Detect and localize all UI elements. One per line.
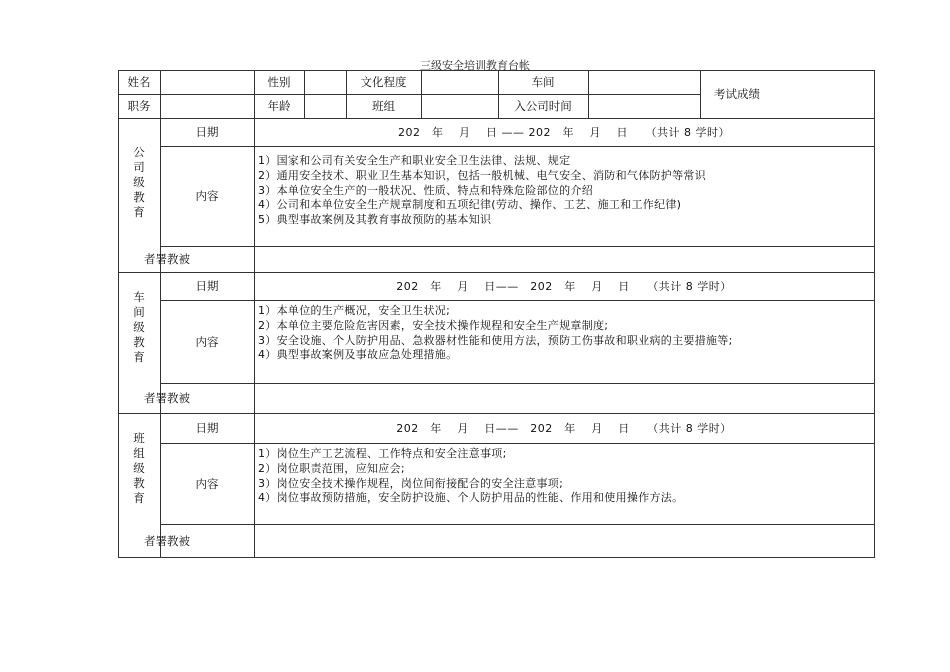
s2-sign-field[interactable] [254, 383, 874, 413]
label-char: 级 [133, 320, 145, 334]
s1-date-label: 日期 [195, 125, 219, 139]
label-char: 组 [133, 446, 145, 460]
field-team[interactable] [421, 94, 498, 118]
label-name: 姓名 [127, 75, 151, 89]
list-item: 4）典型事故案例及事故应急处理措施。 [258, 348, 458, 362]
s3-content-label: 内容 [195, 476, 219, 491]
section-workshop-label [118, 272, 160, 383]
page-title: 三级安全培训教育台帐 [420, 59, 530, 72]
field-education[interactable] [421, 70, 498, 94]
label-gender: 性别 [267, 75, 291, 89]
s2-sign-label: 者署教被 [144, 391, 190, 405]
label-char: 育 [133, 204, 145, 219]
label-position: 职务 [127, 99, 151, 113]
section-team-label [118, 413, 160, 524]
list-item: 1）国家和公司有关安全生产和职业安全卫生法律、法规、规定 [258, 154, 571, 167]
label-age: 年龄 [267, 99, 291, 113]
list-item: 3）安全设施、个人防护用品、急救器材性能和使用方法，预防工伤事故和职业病的主要措施等; [258, 333, 733, 347]
s1-content-list [254, 154, 874, 244]
list-item: 4）公司和本单位安全生产规章制度和五项纪律(劳动、操作、工艺、施工和工作纪律) [258, 198, 682, 212]
s1-date-range[interactable]: 202 年 月 日 —— 202 年 月 日 （共计 8 学时） [398, 126, 730, 139]
field-exam-score[interactable] [774, 70, 874, 118]
label-workshop: 车间 [531, 75, 555, 89]
field-join-time[interactable] [588, 94, 700, 118]
field-position[interactable] [160, 94, 254, 118]
list-item: 3）岗位安全技术操作规程，岗位间衔接配合的安全注意事项; [258, 476, 564, 490]
label-char: 司 [133, 159, 145, 174]
s1-content-label: 内容 [195, 189, 219, 203]
label-char: 教 [133, 335, 145, 349]
table-right-border [874, 70, 875, 557]
label-char: 教 [133, 476, 145, 490]
label-team: 班组 [372, 99, 395, 113]
label-char: 车 [133, 290, 145, 304]
label-char: 育 [133, 350, 145, 364]
s2-content-list [254, 304, 874, 380]
list-item: 3）本单位安全生产的一般状况、性质、特点和特殊危险部位的介绍 [258, 183, 593, 197]
s2-content-label: 内容 [195, 334, 219, 349]
s1-date-divider [160, 146, 875, 147]
label-char: 公 [133, 144, 145, 159]
s3-content-list [254, 447, 874, 521]
field-name[interactable] [160, 70, 254, 94]
label-char: 教 [133, 189, 145, 204]
s3-sign-field[interactable] [254, 524, 874, 557]
s1-sign-label: 者署教被 [144, 252, 190, 266]
field-workshop[interactable] [588, 70, 700, 94]
list-item: 1）岗位生产工艺流程、工作特点和安全注意事项; [258, 447, 507, 460]
list-item: 1）本单位的生产概况，安全卫生状况; [258, 304, 451, 317]
list-item: 4）岗位事故预防措施，安全防护设施、个人防护用品的性能、作用和使用操作方法。 [258, 491, 684, 505]
s2-date-label: 日期 [195, 279, 219, 293]
label-exam-score: 考试成绩 [714, 87, 760, 101]
s2-date-divider [160, 300, 875, 301]
section-company-label [118, 118, 160, 246]
s3-date-range[interactable]: 202 年 月 日—— 202 年 月 日 （共计 8 学时） [396, 422, 732, 435]
table-bottom-border [118, 557, 875, 558]
list-item: 2）通用安全技术、职业卫生基本知识，包括一般机械、电气安全、消防和气体防护等常识 [258, 168, 706, 182]
label-char: 育 [133, 491, 145, 505]
label-char: 间 [133, 305, 145, 319]
list-item: 2）本单位主要危险危害因素，安全技术操作规程和安全生产规章制度; [258, 318, 609, 332]
s3-date-divider [160, 443, 875, 444]
s3-date-label: 日期 [195, 421, 219, 435]
label-join-time: 入公司时间 [514, 99, 572, 113]
label-char: 级 [133, 174, 145, 189]
field-age[interactable] [304, 94, 346, 118]
label-char: 级 [133, 461, 145, 475]
label-education: 文化程度 [360, 75, 407, 89]
field-gender[interactable] [304, 70, 346, 94]
s3-sign-label: 者署教被 [144, 533, 190, 548]
label-char: 班 [133, 431, 145, 445]
list-item: 2）岗位职责范围，应知应会; [258, 461, 405, 475]
list-item: 5）典型事故案例及其教育事故预防的基本知识 [258, 213, 492, 227]
s2-date-range[interactable]: 202 年 月 日—— 202 年 月 日 （共计 8 学时） [396, 280, 732, 293]
s1-sign-field[interactable] [254, 246, 874, 272]
